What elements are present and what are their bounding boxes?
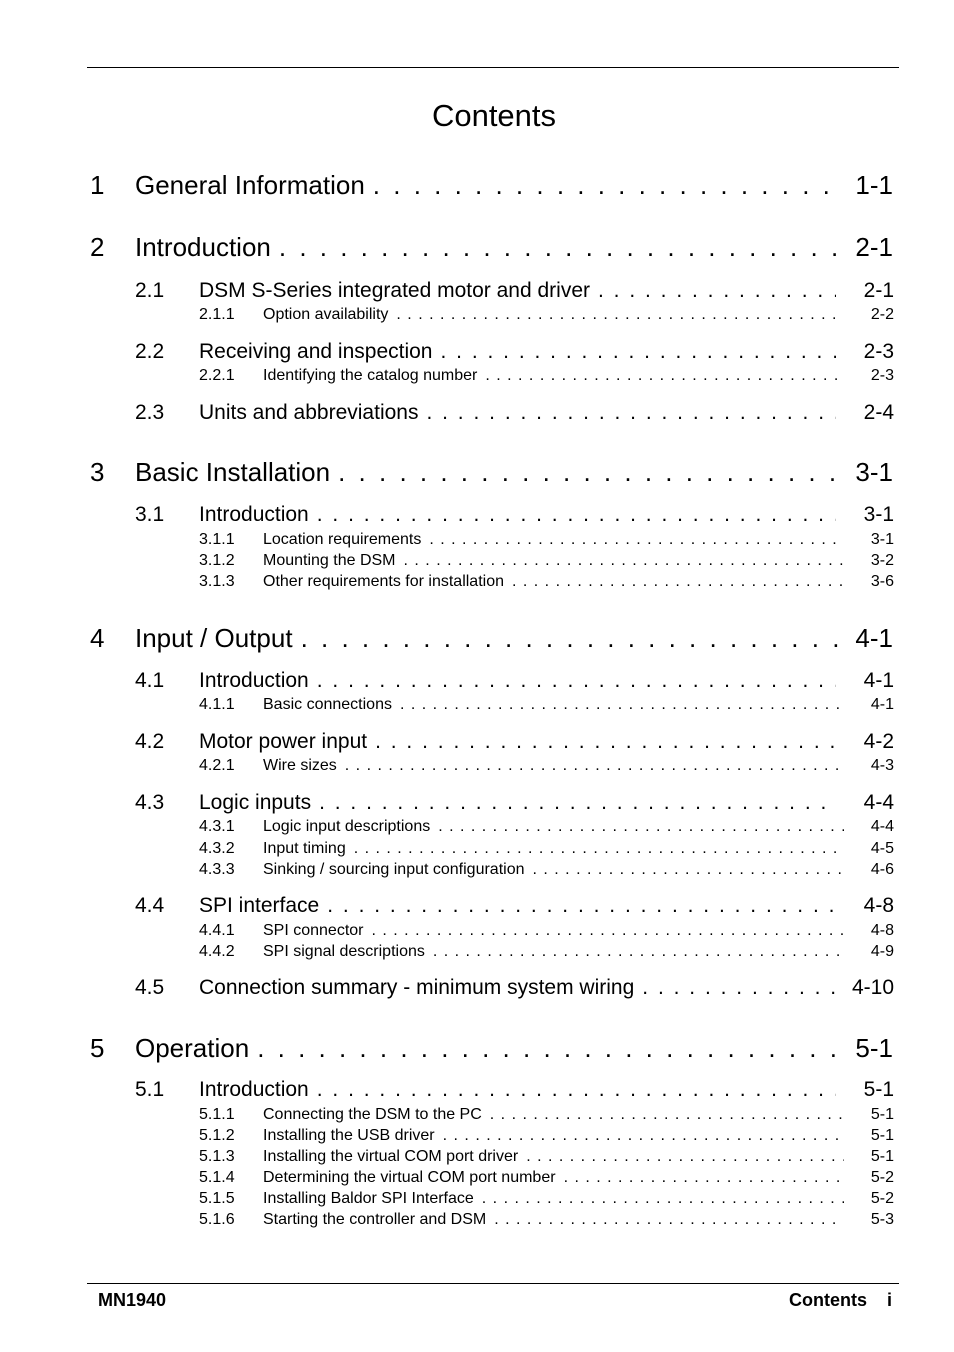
toc-entry-level-3[interactable] (199, 573, 894, 591)
toc-entry-number: 4.1 (135, 669, 165, 692)
toc-entry-number: 3.1.1 (199, 531, 235, 548)
dot-leader (367, 730, 836, 754)
toc-entry-number: 4.1.1 (199, 696, 235, 713)
toc-entry-page: 5-3 (870, 1211, 894, 1228)
toc-entry-title: Operation (135, 1033, 250, 1063)
dot-leader (474, 1190, 844, 1208)
toc-entry-page: 4-1 (863, 669, 894, 692)
dot-leader (486, 1211, 844, 1229)
dot-leader (430, 818, 844, 836)
toc-entry-level-2[interactable] (135, 279, 894, 303)
toc-entry-title: Input / Output (135, 623, 293, 653)
toc-entry-level-3[interactable] (199, 306, 894, 324)
toc-entry-number: 5.1.6 (199, 1211, 235, 1228)
dot-leader (525, 861, 845, 879)
toc-entry-level-2[interactable] (135, 1078, 894, 1102)
toc-entry-page: 1-1 (855, 170, 893, 200)
toc-entry-level-2[interactable] (135, 730, 894, 754)
toc-entry-title: Wire sizes (263, 757, 337, 774)
toc-entry-title: Introduction (199, 669, 309, 692)
toc-entry-page: 2-3 (863, 340, 894, 363)
toc-entry-title: Motor power input (199, 730, 368, 753)
toc-entry-level-3[interactable] (199, 1106, 894, 1124)
toc-entry-number: 4.3.3 (199, 861, 235, 878)
dot-leader (432, 340, 836, 364)
footer-section: Contents (788, 1290, 867, 1310)
toc-entry-title: Connecting the DSM to the PC (263, 1106, 482, 1123)
dot-leader (518, 1148, 844, 1166)
toc-entry-page: 4-4 (870, 818, 894, 835)
toc-entry-level-3[interactable] (199, 531, 894, 549)
toc-entry-number: 5.1.4 (199, 1169, 235, 1186)
dot-leader (421, 531, 844, 549)
toc-entry-level-3[interactable] (199, 1190, 894, 1208)
toc-entry-page: 4-1 (855, 623, 893, 653)
toc-entry-title: Receiving and inspection (199, 340, 433, 363)
toc-entry-number: 2.3 (135, 401, 165, 424)
toc-entry-level-1[interactable] (90, 457, 893, 488)
dot-leader (418, 401, 836, 425)
dot-leader (396, 552, 844, 570)
dot-leader (477, 367, 844, 385)
toc-entry-number: 3 (90, 457, 105, 487)
dot-leader (309, 503, 836, 527)
toc-entry-number: 5.1.3 (199, 1148, 235, 1165)
toc-entry-level-1[interactable] (90, 232, 893, 263)
toc-entry-level-3[interactable] (199, 840, 894, 858)
toc-entry-number: 2.1.1 (199, 306, 235, 323)
toc-entry-title: Installing the USB driver (263, 1127, 435, 1144)
dot-leader (364, 922, 845, 940)
dot-leader (392, 696, 844, 714)
toc-entry-title: Option availability (263, 306, 389, 323)
toc-entry-level-3[interactable] (199, 1148, 894, 1166)
toc-entry-number: 4.4.1 (199, 922, 235, 939)
toc-entry-title: Mounting the DSM (263, 552, 396, 569)
footer-rule (87, 1283, 899, 1284)
toc-entry-page: 4-2 (863, 730, 894, 753)
dot-leader (311, 791, 836, 815)
dot-leader (556, 1169, 844, 1187)
toc-entry-title: Determining the virtual COM port number (263, 1169, 556, 1186)
page-title: Contents (431, 98, 557, 133)
toc-entry-page: 3-1 (863, 503, 894, 526)
toc-entry-page: 5-2 (870, 1190, 894, 1207)
toc-entry-level-2[interactable] (135, 894, 894, 918)
toc-entry-page: 5-2 (870, 1169, 894, 1186)
toc-entry-number: 2.2.1 (199, 367, 235, 384)
toc-entry-title: Units and abbreviations (199, 401, 419, 424)
toc-entry-page: 5-1 (870, 1148, 894, 1165)
toc-entry-page: 2-1 (863, 279, 894, 302)
toc-entry-level-2[interactable] (135, 401, 894, 425)
toc-entry-level-3[interactable] (199, 367, 894, 385)
dot-leader (309, 1078, 836, 1102)
toc-entry-number: 3.1 (135, 503, 165, 526)
toc-entry-page: 5-1 (870, 1106, 894, 1123)
toc-entry-number: 5.1.5 (199, 1190, 235, 1207)
dot-leader (293, 623, 841, 654)
toc-entry-title: Basic Installation (135, 457, 331, 487)
toc-entry-title: Other requirements for installation (263, 573, 504, 590)
toc-entry-title: Introduction (199, 503, 309, 526)
toc-entry-page: 3-1 (855, 457, 893, 487)
toc-entry-page: 3-1 (870, 531, 894, 548)
toc-entry-number: 2.2 (135, 340, 165, 363)
toc-entry-number: 3.1.3 (199, 573, 235, 590)
dot-leader (482, 1106, 844, 1124)
toc-entry-number: 4.4.2 (199, 943, 235, 960)
toc-entry-title: Basic connections (263, 696, 392, 713)
toc-entry-title: Introduction (199, 1078, 309, 1101)
toc-entry-title: SPI interface (199, 894, 320, 917)
toc-entry-page: 2-1 (855, 232, 893, 262)
toc-entry-title: Introduction (135, 232, 271, 262)
toc-entry-level-3[interactable] (199, 1169, 894, 1187)
footer-page-label (789, 1290, 892, 1311)
toc-entry-level-3[interactable] (199, 922, 894, 940)
toc-entry-title: Logic inputs (199, 791, 312, 814)
toc-entry-number: 5 (90, 1033, 105, 1063)
toc-entry-page: 4-5 (870, 840, 894, 857)
toc-entry-level-3[interactable] (199, 757, 894, 775)
dot-leader (346, 840, 844, 858)
dot-leader (319, 894, 836, 918)
toc-entry-number: 4.2.1 (199, 757, 235, 774)
toc-entry-level-3[interactable] (199, 1127, 894, 1145)
dot-leader (271, 232, 841, 263)
dot-leader (309, 669, 836, 693)
toc-entry-title: Location requirements (263, 531, 422, 548)
toc-entry-page: 5-1 (863, 1078, 894, 1101)
toc-entry-number: 4.4 (135, 894, 165, 917)
toc-entry-level-1[interactable] (90, 170, 893, 201)
toc-entry-number: 4.3 (135, 791, 165, 814)
toc-entry-level-1[interactable] (90, 1033, 893, 1064)
toc-entry-title: Identifying the catalog number (263, 367, 478, 384)
toc-entry-number: 4.5 (135, 976, 165, 999)
toc-entry-title: DSM S-Series integrated motor and driver (199, 279, 590, 302)
toc-entry-title: SPI connector (263, 922, 364, 939)
toc-entry-number: 5.1.1 (199, 1106, 235, 1123)
toc-entry-number: 1 (90, 170, 105, 200)
toc-entry-level-1[interactable] (90, 623, 893, 654)
toc-entry-level-3[interactable] (199, 943, 894, 961)
toc-entry-number: 4.2 (135, 730, 165, 753)
toc-entry-title: Starting the controller and DSM (263, 1211, 487, 1228)
toc-entry-page: 4-1 (870, 696, 894, 713)
toc-entry-page: 5-1 (855, 1033, 893, 1063)
toc-entry-level-2[interactable] (135, 791, 894, 815)
toc-entry-number: 5.1 (135, 1078, 165, 1101)
toc-entry-page: 4-8 (870, 922, 894, 939)
dot-leader (249, 1033, 841, 1064)
toc-entry-title: Installing the virtual COM port driver (263, 1148, 519, 1165)
toc-entry-page: 4-9 (870, 943, 894, 960)
toc-entry-title: Sinking / sourcing input configuration (263, 861, 525, 878)
toc-entry-level-2[interactable] (135, 669, 894, 693)
toc-entry-title: SPI signal descriptions (263, 943, 425, 960)
toc-entry-number: 2 (90, 232, 105, 262)
toc-entry-level-3[interactable] (199, 861, 894, 879)
toc-entry-page: 3-6 (870, 573, 894, 590)
toc-entry-page: 4-8 (863, 894, 894, 917)
toc-entry-page: 5-1 (870, 1127, 894, 1144)
toc-entry-level-3[interactable] (199, 1211, 894, 1229)
dot-leader (425, 943, 844, 961)
dot-leader (435, 1127, 844, 1145)
toc-entry-page: 4-10 (851, 976, 894, 999)
toc-entry-level-2[interactable] (135, 340, 894, 364)
toc-entry-page: 2-3 (870, 367, 894, 384)
toc-entry-page: 4-3 (870, 757, 894, 774)
toc-entry-title: Installing Baldor SPI Interface (263, 1190, 474, 1207)
toc-entry-level-3[interactable] (199, 552, 894, 570)
footer-manual-id: MN1940 (98, 1290, 167, 1310)
toc-entry-number: 4.3.2 (199, 840, 235, 857)
toc-entry-page: 2-4 (863, 401, 894, 424)
dot-leader (590, 279, 836, 303)
dot-leader (504, 573, 844, 591)
toc-entry-page: 4-4 (863, 791, 894, 814)
dot-leader (330, 457, 841, 488)
dot-leader (365, 170, 841, 201)
footer-page-number: i (886, 1290, 892, 1310)
toc-entry-title: General Information (135, 170, 365, 200)
toc-entry-level-2[interactable] (135, 976, 894, 1000)
toc-entry-number: 4.3.1 (199, 818, 235, 835)
toc-entry-number: 4 (90, 623, 105, 653)
toc-entry-number: 3.1.2 (199, 552, 235, 569)
toc-entry-title: Input timing (263, 840, 346, 857)
toc-entry-page: 2-2 (870, 306, 894, 323)
toc-entry-level-3[interactable] (199, 696, 894, 714)
toc-entry-number: 5.1.2 (199, 1127, 235, 1144)
dot-leader (634, 976, 836, 1000)
toc-entry-number: 2.1 (135, 279, 165, 302)
dot-leader (337, 757, 844, 775)
toc-entry-page: 4-6 (870, 861, 894, 878)
toc-entry-title: Connection summary - minimum system wiring (199, 976, 635, 999)
toc-entry-level-2[interactable] (135, 503, 894, 527)
toc-entry-level-3[interactable] (199, 818, 894, 836)
toc-entry-title: Logic input descriptions (263, 818, 431, 835)
dot-leader (388, 306, 844, 324)
toc-entry-page: 3-2 (870, 552, 894, 569)
